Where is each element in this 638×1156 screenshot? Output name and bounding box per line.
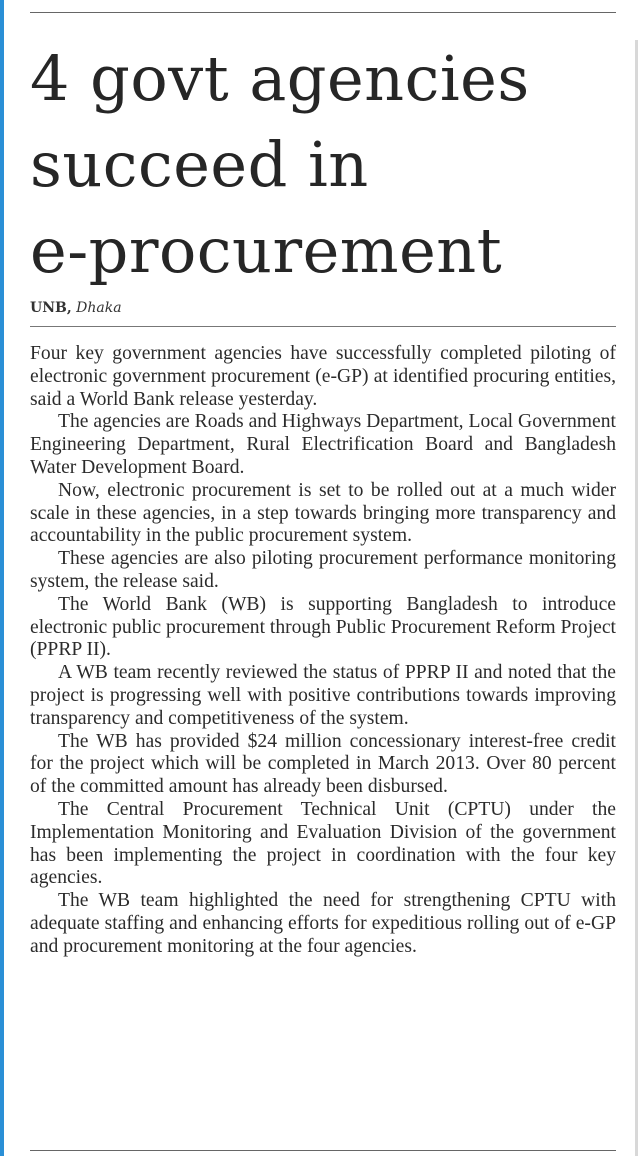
left-accent-bar (0, 0, 4, 1156)
paragraph-4: These agencies are also piloting procurement performance monitoring system, the release said. (30, 548, 616, 592)
top-rule (30, 12, 616, 13)
byline (30, 300, 122, 316)
paragraph-3: Now, electronic procurement is set to be rolled out at a much wider scale in these agencies, in a step towards bringing more transparency and accountability in the public procurement system. (30, 479, 616, 547)
bottom-rule (30, 1150, 616, 1151)
byline-place: Dhaka (76, 300, 122, 316)
paragraph-9: The WB team highlighted the need for strengthening CPTU with adequate staffing and enhancing efforts for expeditious rolling out of e-GP and procurement monitoring at the four agencies. (30, 890, 616, 957)
paragraph-1: Four key government agencies have successfully completed piloting of electronic government procurement (e-GP) at identified procuring entities, said a World Bank release yesterday. (30, 343, 616, 410)
byline-agency: UNB (30, 300, 67, 316)
paragraph-2: The agencies are Roads and Highways Department, Local Government Engineering Department, Rural Electrification Board and Bangladesh Water Development Board. (30, 411, 616, 478)
headline (30, 36, 620, 294)
paragraph-7: The WB has provided $24 million concessionary interest-free credit for the project which will be completed in March 2013. Over 80 percent of the committed amount has already been disbursed. (30, 730, 616, 798)
paragraph-5: The World Bank (WB) is supporting Bangladesh to introduce electronic public procurement through Public Procurement Reform Project (PPRP II). (30, 593, 617, 661)
headline-line-3: e-procurement (30, 214, 503, 287)
headline-line-2: succeed in (30, 128, 369, 201)
article-body (30, 343, 616, 959)
byline-separator: , (66, 300, 72, 316)
byline-rule (30, 326, 616, 327)
paragraph-8: The Central Procurement Technical Unit (CPTU) under the Implementation Monitoring and Evaluation Division of the government has been implementing the project in coordination with the four key agencies. (30, 798, 616, 889)
headline-line-1: 4 govt agencies (30, 42, 530, 115)
paragraph-6: A WB team recently reviewed the status of PPRP II and noted that the project is progressing well with positive contributions towards improving transparency and competitiveness of the system. (30, 662, 616, 729)
